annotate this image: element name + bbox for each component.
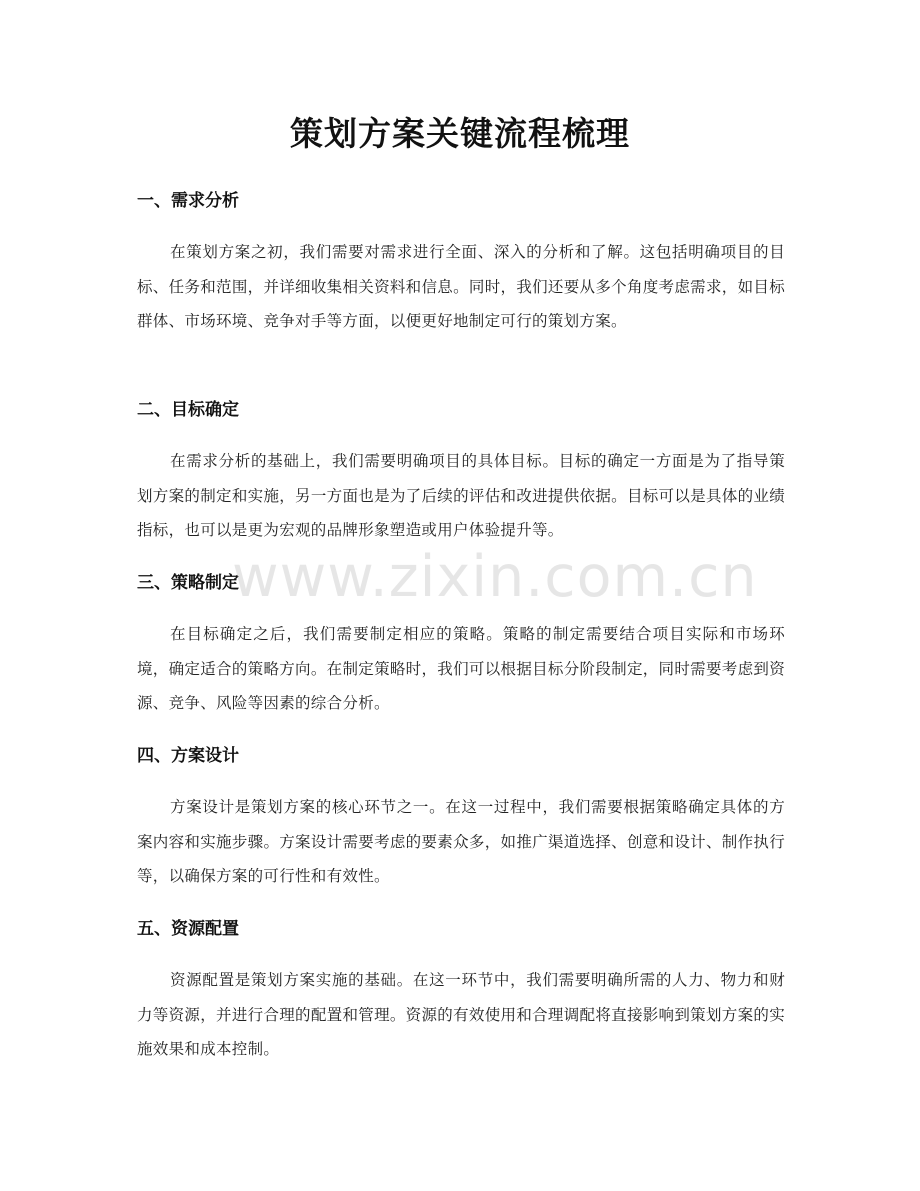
section-plan-design (137, 744, 785, 894)
section-heading: 五、资源配置 (137, 919, 239, 939)
section-heading: 四、方案设计 (137, 746, 239, 766)
page-title: 策划方案关键流程梳理 (290, 114, 630, 153)
section-paragraph: 方案设计是策划方案的核心环节之一。在这一过程中，我们需要根据策略确定具体的方案内容和实施步骤。方案设计需要考虑的要素众多，如推广渠道选择、创意和设计、制作执行等，以确保方案的可行性和有效性。 (137, 798, 785, 885)
section-heading: 三、策略制定 (137, 573, 239, 593)
section-requirements-analysis (137, 189, 785, 339)
section-heading: 二、目标确定 (137, 400, 239, 420)
section-strategy-formulation (137, 571, 785, 721)
section-resource-allocation (137, 917, 785, 1067)
section-paragraph: 资源配置是策划方案实施的基础。在这一环节中，我们需要明确所需的人力、物力和财力等资源，并进行合理的配置和管理。资源的有效使用和合理调配将直接影响到策划方案的实施效果和成本控制。 (137, 971, 785, 1058)
section-paragraph: 在需求分析的基础上，我们需要明确项目的具体目标。目标的确定一方面是为了指导策划方案的制定和实施，另一方面也是为了后续的评估和改进提供依据。目标可以是具体的业绩指标，也可以是更为宏观的品牌形象塑造或用户体验提升等。 (137, 452, 785, 539)
section-paragraph: 在目标确定之后，我们需要制定相应的策略。策略的制定需要结合项目实际和市场环境，确定适合的策略方向。在制定策略时，我们可以根据目标分阶段制定，同时需要考虑到资源、竞争、风险等因素的综合分析。 (137, 625, 785, 712)
section-goal-setting (137, 398, 785, 548)
section-heading: 一、需求分析 (137, 191, 239, 211)
section-paragraph: 在策划方案之初，我们需要对需求进行全面、深入的分析和了解。这包括明确项目的目标、任务和范围，并详细收集相关资料和信息。同时，我们还要从多个角度考虑需求，如目标群体、市场环境、竞争对手等方面，以便更好地制定可行的策划方案。 (137, 243, 785, 330)
watermark-text: www.zixin.com.cn (232, 544, 758, 610)
